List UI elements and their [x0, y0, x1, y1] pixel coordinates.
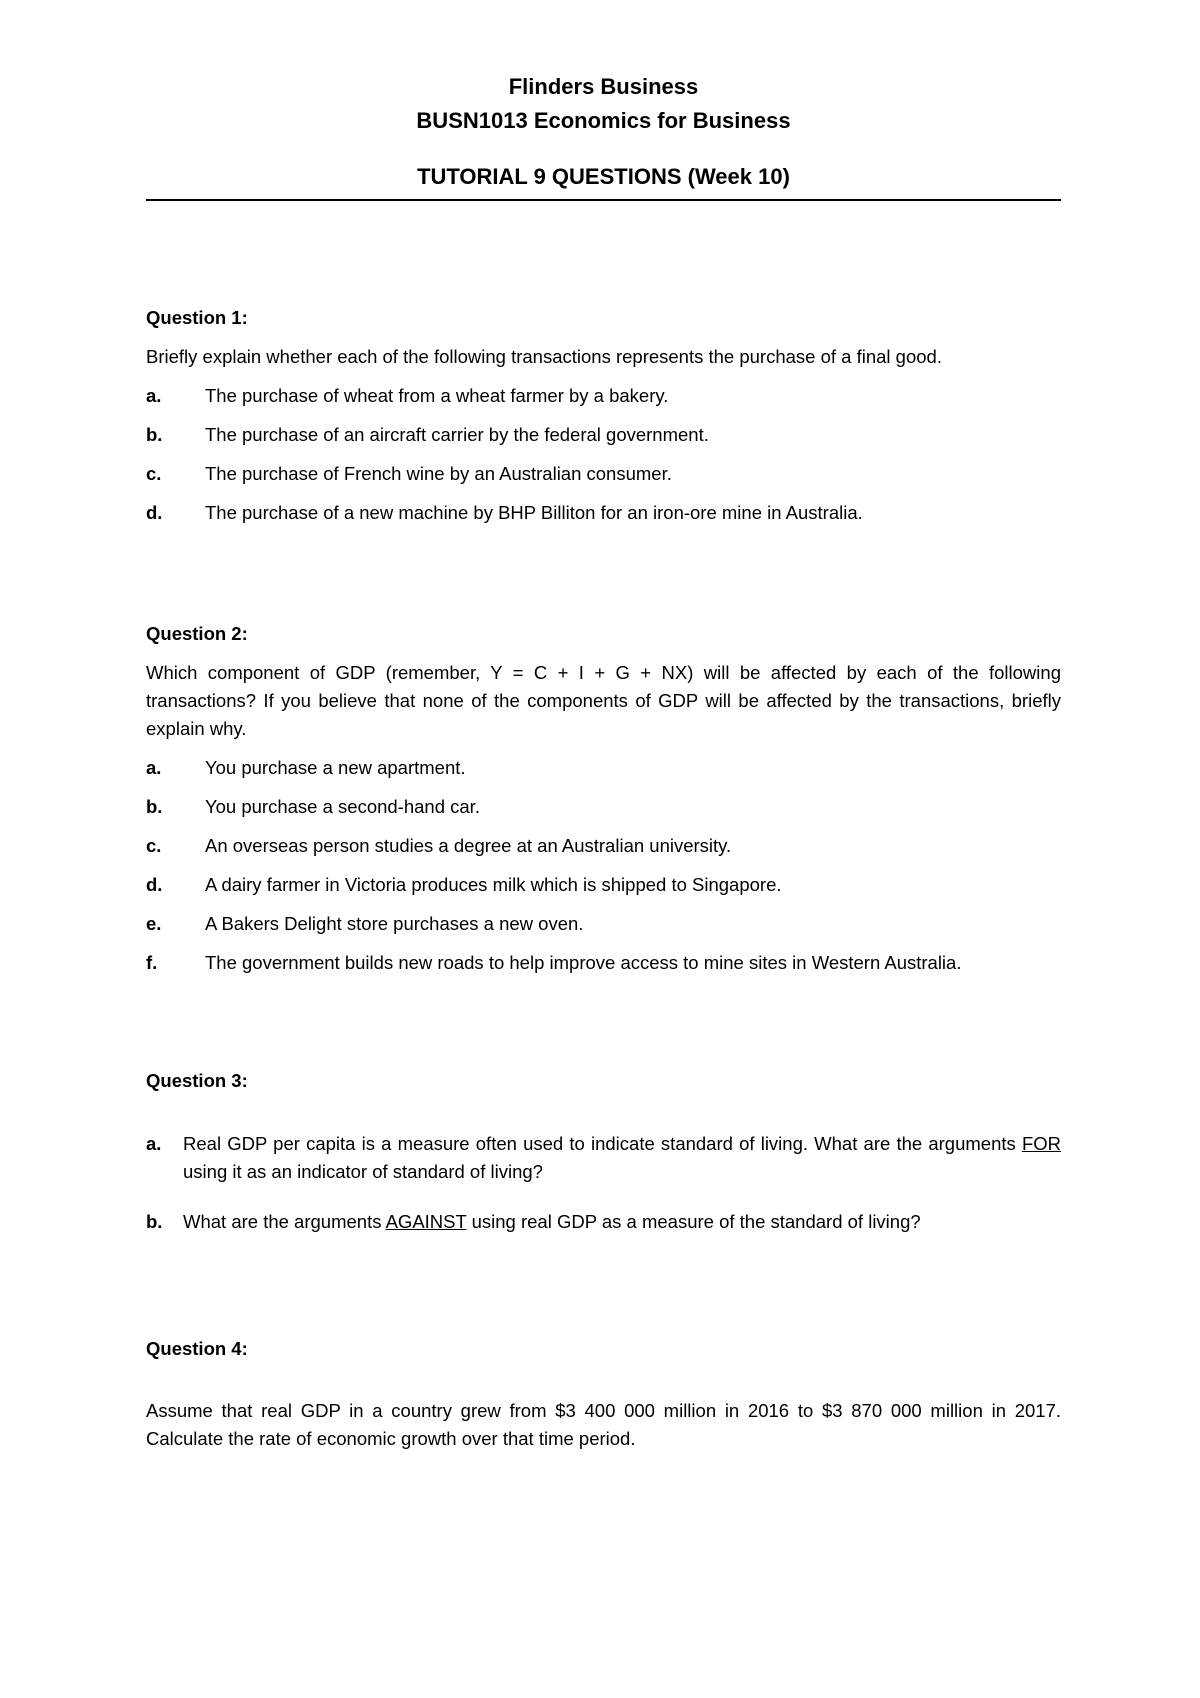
- item-text-part: using real GDP as a measure of the standard of living?: [466, 1211, 921, 1232]
- item-text-part: using it as an indicator of standard of living?: [183, 1161, 543, 1182]
- item-text: A dairy farmer in Victoria produces milk which is shipped to Singapore.: [205, 874, 782, 895]
- item-text: The purchase of French wine by an Australian consumer.: [205, 463, 672, 484]
- item-text: The purchase of an aircraft carrier by the federal government.: [205, 424, 709, 445]
- item-label: d.: [146, 874, 163, 895]
- tutorial-title: TUTORIAL 9 QUESTIONS (Week 10): [417, 164, 790, 189]
- question-3-title: Question 3:: [146, 1070, 248, 1091]
- item-label: a.: [146, 385, 162, 406]
- question-1-item-b: [146, 421, 1061, 449]
- item-text: The purchase of wheat from a wheat farmer by a bakery.: [205, 385, 669, 406]
- item-label: c.: [146, 835, 162, 856]
- item-text: An overseas person studies a degree at an Australian university.: [205, 835, 732, 856]
- question-4-text: Assume that real GDP in a country grew from $3 400 000 million in 2016 to $3 870 000 million in 2017. Calculate the rate of economic growth over that time period.: [146, 1400, 1061, 1449]
- question-1-title: Question 1:: [146, 307, 248, 328]
- item-text-part: What are the arguments: [183, 1211, 386, 1232]
- item-text: You purchase a second-hand car.: [205, 796, 480, 817]
- item-label: b.: [146, 424, 163, 445]
- question-1-intro: Briefly explain whether each of the following transactions represents the purchase of a final good.: [146, 346, 942, 367]
- question-1-item-d: [146, 499, 1061, 527]
- question-1-item-a: [146, 382, 1061, 410]
- item-label: b.: [146, 796, 163, 817]
- item-label: e.: [146, 913, 162, 934]
- question-2-title: Question 2:: [146, 623, 248, 644]
- question-4: [146, 1335, 1061, 1453]
- item-text: The purchase of a new machine by BHP Billiton for an iron-ore mine in Australia.: [205, 502, 863, 523]
- item-text: A Bakers Delight store purchases a new oven.: [205, 913, 584, 934]
- item-label: a.: [146, 757, 162, 778]
- question-3-item-b: [146, 1208, 1061, 1236]
- item-label: f.: [146, 952, 158, 973]
- item-label: a.: [146, 1133, 162, 1154]
- item-text: The government builds new roads to help improve access to mine sites in Western Australia.: [205, 952, 962, 973]
- item-text: You purchase a new apartment.: [205, 757, 466, 778]
- item-text: [183, 1130, 1061, 1186]
- item-text-emphasis: FOR: [1021, 1133, 1061, 1154]
- question-1-item-c: [146, 460, 1061, 488]
- item-text-emphasis: AGAINST: [385, 1211, 467, 1232]
- org-name: Flinders Business: [508, 74, 699, 99]
- header-divider: [146, 199, 1061, 201]
- question-3-item-a: [146, 1130, 1061, 1186]
- question-2-item-a: [146, 754, 1061, 782]
- question-2-item-e: [146, 910, 1061, 938]
- item-label: c.: [146, 463, 162, 484]
- course-title: BUSN1013 Economics for Business: [416, 108, 791, 133]
- question-4-title: Question 4:: [146, 1338, 248, 1359]
- item-label: b.: [146, 1211, 163, 1232]
- document-header: [146, 70, 1061, 194]
- item-text-part: Real GDP per capita is a measure often used to indicate standard of living. What are the arguments: [183, 1133, 1022, 1154]
- question-2-intro: Which component of GDP (remember, Y = C + I + G + NX) will be affected by each of the following transactions? If you believe that none of the components of GDP will be affected by the transactions, briefly explain why.: [146, 662, 1061, 739]
- question-2-item-d: [146, 871, 1061, 899]
- question-3: [146, 1067, 1061, 1236]
- question-1: [146, 304, 1061, 527]
- question-2-item-f: [146, 949, 1061, 977]
- question-2-item-c: [146, 832, 1061, 860]
- item-text: [183, 1208, 1061, 1236]
- question-2: [146, 620, 1061, 977]
- question-2-item-b: [146, 793, 1061, 821]
- item-label: d.: [146, 502, 163, 523]
